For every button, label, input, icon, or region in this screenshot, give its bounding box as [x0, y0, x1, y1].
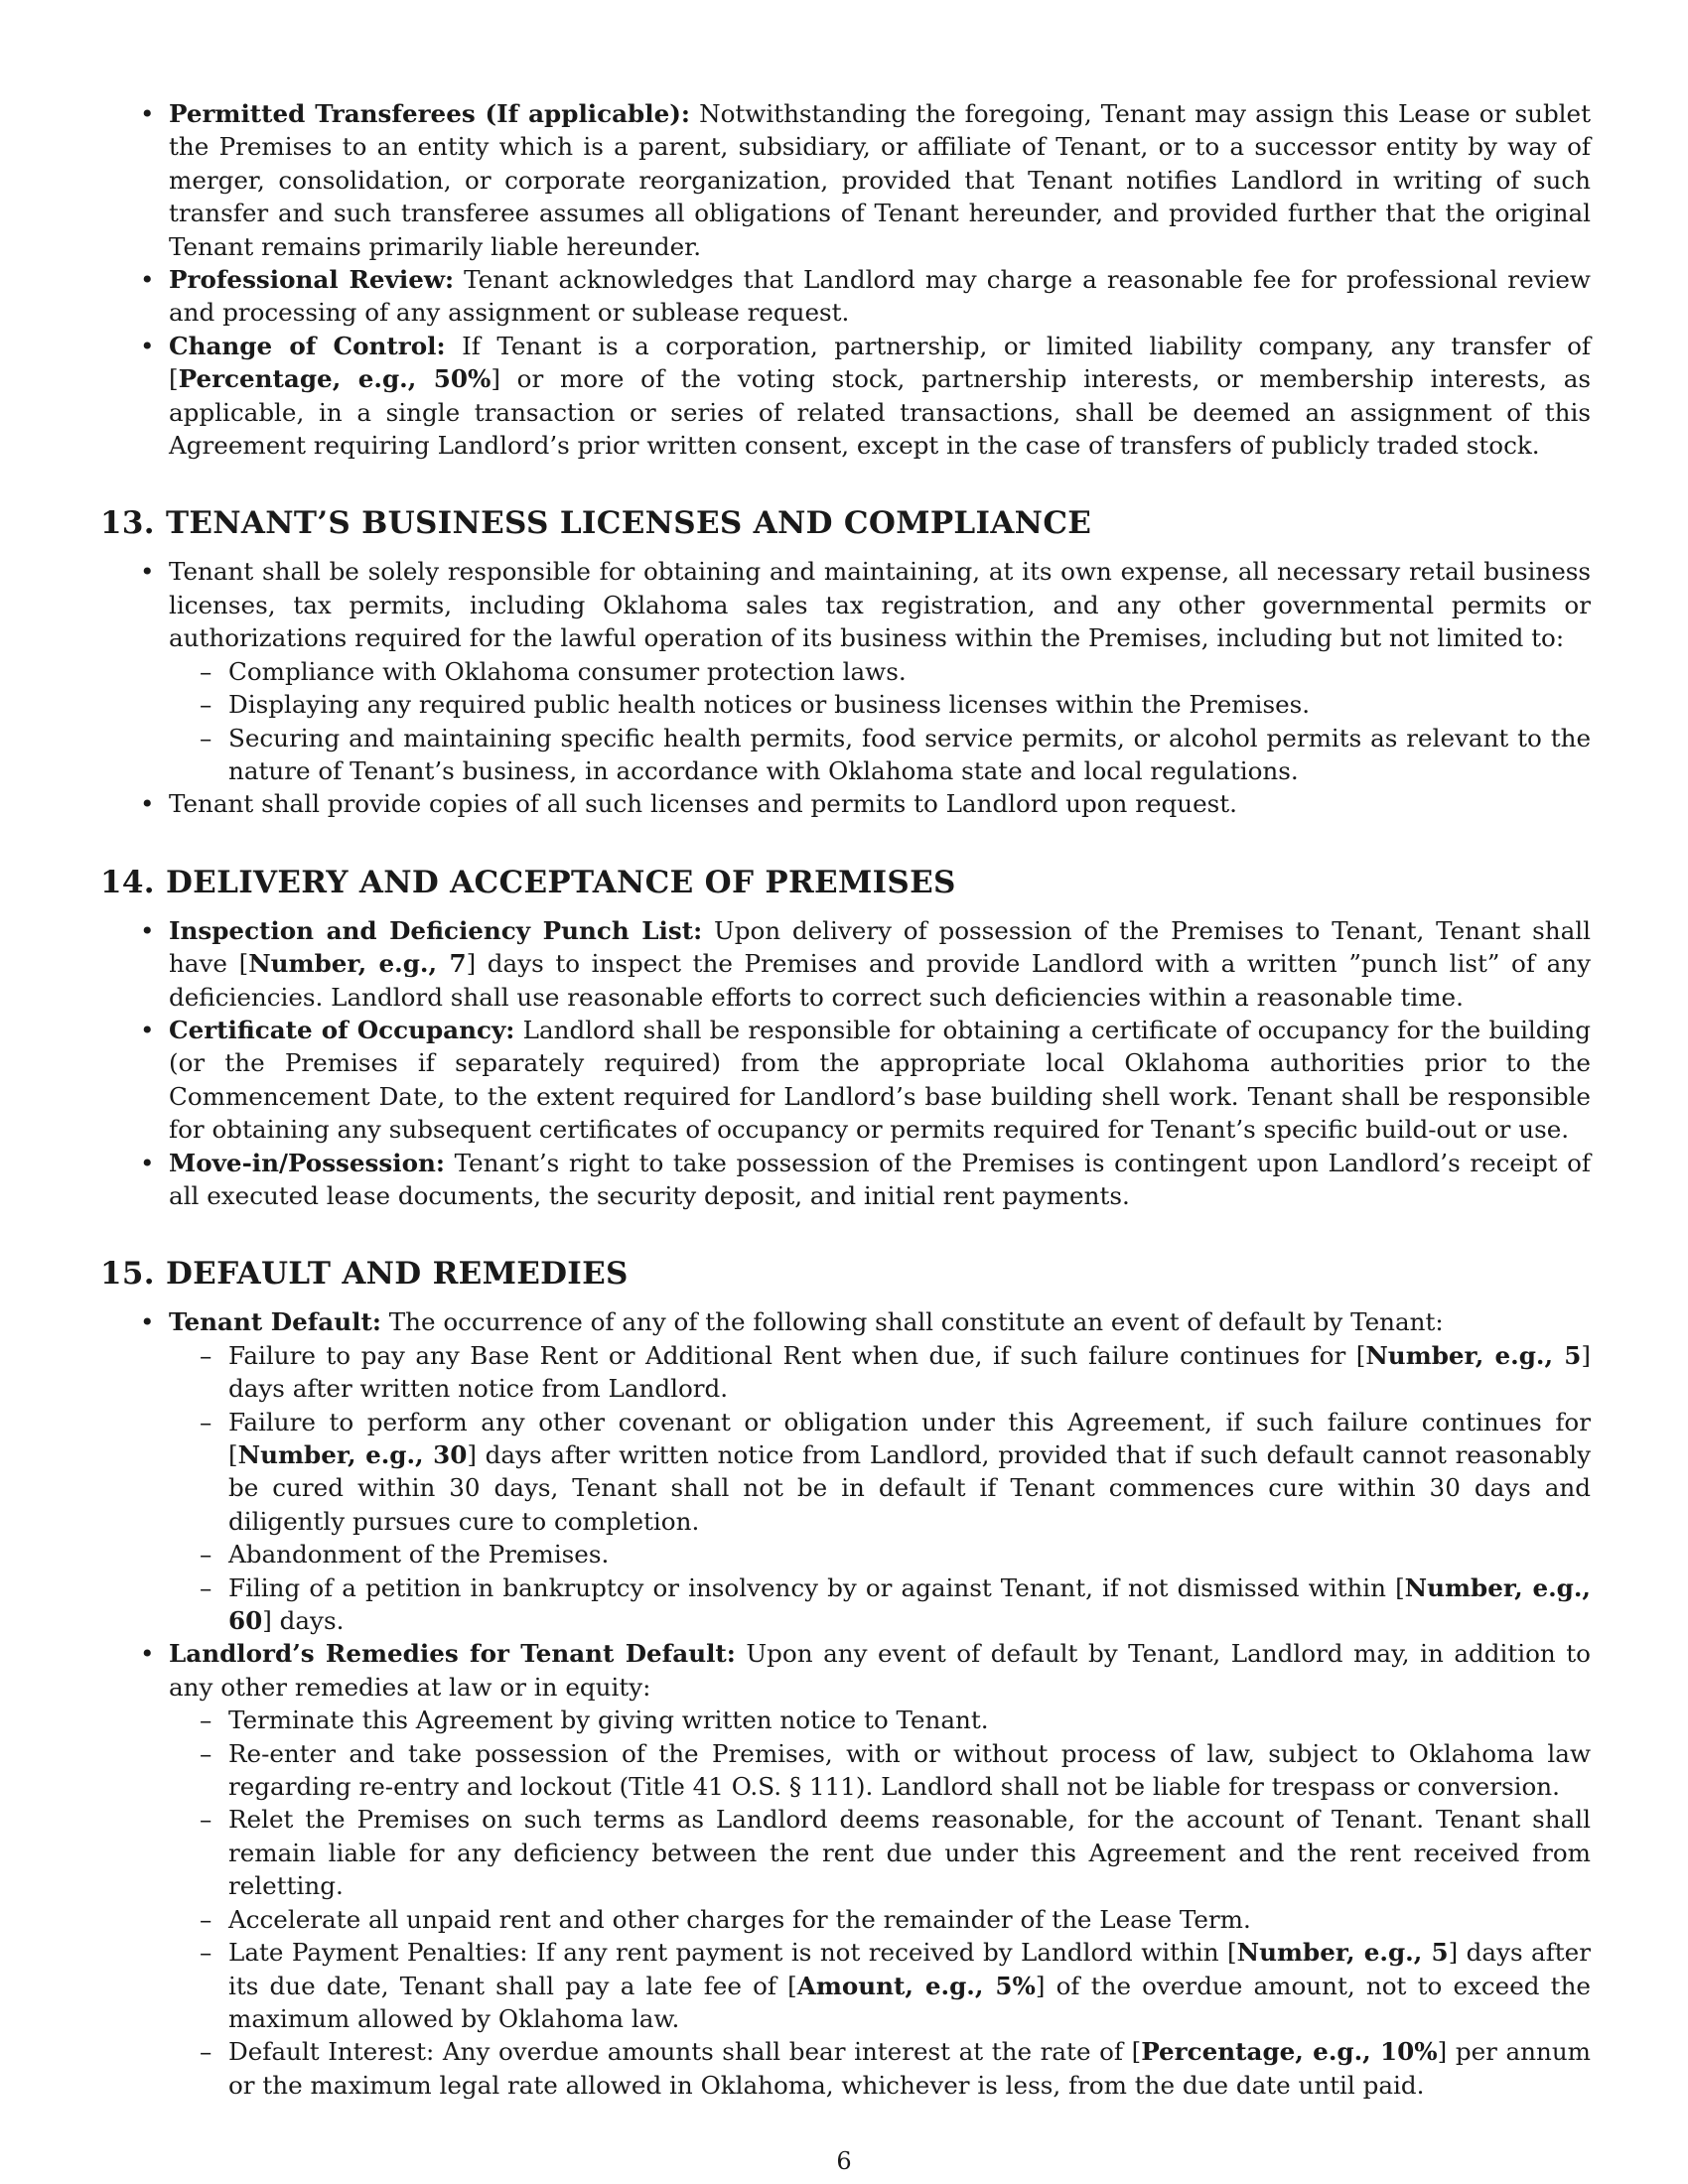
sub-item: – Re-enter and take possession of the Premises, with or without process of law, subject to Oklahoma law regarding re-entry and lockout (Title 41 O.S. § 111). Landlord shall not be liable for trespass or conversion.	[228, 1737, 1591, 1804]
sub-item	[228, 1936, 1591, 2035]
item-label: Move-in/Possession:	[169, 1148, 445, 1177]
item-text: Tenant acknowledges that Landlord may charge a reasonable fee for professional review and processing of any assignment or sublease request.	[169, 265, 1591, 328]
list-item	[169, 555, 1591, 787]
section-title: TENANT’S BUSINESS LICENSES AND COMPLIANCE	[166, 505, 1092, 542]
sub-item: – Displaying any required public health notices or business licenses within the Premises.	[228, 688, 1591, 721]
section-number: 14.	[100, 864, 155, 900]
section-number: 13.	[100, 505, 155, 542]
sub-item-text: Filing of a petition in bankruptcy or insolvency by or against Tenant, if not dismissed within [	[228, 1572, 1405, 1602]
placeholder-field: Number, e.g., 30	[237, 1440, 468, 1469]
sub-item	[228, 1406, 1591, 1539]
sub-item: – Abandonment of the Premises.	[228, 1538, 1591, 1570]
sub-item-text: Failure to perform any other covenant or obligation under this Agreement, if such failure continues for [	[228, 1407, 1591, 1469]
placeholder-field: Percentage, e.g., 50%	[178, 364, 492, 394]
sub-item: – Compliance with Oklahoma consumer protection laws.	[228, 655, 1591, 688]
sub-item-text: Default Interest: Any overdue amounts shall bear interest at the rate of [	[228, 2037, 1142, 2067]
sub-list	[169, 655, 1591, 788]
item-text: The occurrence of any of the following shall constitute an event of default by Tenant:	[388, 1307, 1444, 1337]
list-item	[169, 1305, 1591, 1637]
document-page	[100, 97, 1592, 2102]
list-item: • Tenant shall provide copies of all such licenses and permits to Landlord upon request.	[169, 787, 1591, 820]
list-item	[169, 1147, 1591, 1213]
section-13-list	[169, 555, 1591, 820]
placeholder-field: Amount, e.g., 5%	[796, 1971, 1036, 2000]
item-label: Professional Review:	[169, 265, 455, 295]
sub-item-text: ] per annum or the maximum legal rate allowed in Oklahoma, whichever is less, from the due date until paid.	[228, 2037, 1591, 2100]
item-label: Change of Control:	[169, 331, 446, 360]
sub-item-text: ] days.	[262, 1606, 345, 1636]
section-heading	[100, 503, 1591, 543]
sub-item	[228, 1339, 1591, 1406]
item-label: Certificate of Occupancy:	[169, 1015, 515, 1044]
sub-item-text: ] days after written notice from Landlord, provided that if such default cannot reasonably be cured within 30 days, Tenant shall not be in default if Tenant commences cure within 30 days and diligently pursues cure to completion.	[228, 1440, 1591, 1536]
item-text: Landlord shall be responsible for obtaining a certificate of occupancy for the building (or the Premises if separately required) from the appropriate local Oklahoma authorities prior to the Commencement Date, to the extent required for Landlord’s base building shell work. Tenant shall be responsible for obtaining any subsequent certificates of occupancy or permits required for Tenant’s specific build-out or use.	[169, 1015, 1591, 1145]
sub-item: – Securing and maintaining specific health permits, food service permits, or alcohol permits as relevant to the nature of Tenant’s business, in accordance with Oklahoma state and local regulations.	[228, 722, 1591, 788]
placeholder-field: Percentage, e.g., 10%	[1141, 2037, 1438, 2067]
sub-item	[228, 1571, 1591, 1638]
sub-list	[169, 1704, 1591, 2102]
sub-item-text: ] days after written notice from Landlord.	[228, 1340, 1591, 1404]
item-label: Landlord’s Remedies for Tenant Default:	[169, 1639, 736, 1669]
page-number: 6	[836, 2147, 852, 2175]
list-item	[169, 330, 1591, 463]
placeholder-field: Number, e.g., 60	[228, 1572, 1591, 1636]
placeholder-field: Number, e.g., 5	[1365, 1340, 1582, 1370]
item-text: ] or more of the voting stock, partnership interests, or membership interests, as applicable, in a single transaction or series of related transactions, shall be deemed an assignment of this Agreement requiring Landlord’s prior written consent, except in the case of transfers of publicly traded stock.	[169, 364, 1591, 461]
section-title: DELIVERY AND ACCEPTANCE OF PREMISES	[166, 864, 956, 900]
placeholder-field: Number, e.g., 7	[248, 949, 467, 979]
list-item	[169, 1637, 1591, 2102]
item-text: Upon delivery of possession of the Premises to Tenant, Tenant shall have [	[169, 915, 1592, 979]
item-text: If Tenant is a corporation, partnership, or limited liability company, any transfer of [	[169, 331, 1591, 394]
sub-item	[228, 2035, 1591, 2102]
item-text: Tenant’s right to take possession of the Premises is contingent upon Landlord’s receipt of all executed lease documents, the security deposit, and initial rent payments.	[169, 1148, 1591, 1210]
sub-item-text: ] of the overdue amount, not to exceed the maximum allowed by Oklahoma law.	[228, 1971, 1591, 2033]
section-title: DEFAULT AND REMEDIES	[166, 1256, 629, 1293]
section-15-list	[169, 1305, 1591, 2102]
list-item	[169, 263, 1591, 330]
section-number: 15.	[100, 1256, 155, 1293]
item-text: Notwithstanding the foregoing, Tenant may assign this Lease or sublet the Premises to an entity which is a parent, subsidiary, or affiliate of Tenant, or to a successor entity by way of merger, consolidation, or corporate reorganization, provided that Tenant notifies Landlord in writing of such transfer and such transferee assumes all obligations of Tenant hereunder, and provided further that the original Tenant remains primarily liable hereunder.	[169, 99, 1591, 261]
section-14-list	[169, 914, 1591, 1213]
sub-item: – Accelerate all unpaid rent and other charges for the remainder of the Lease Term.	[228, 1903, 1591, 1936]
sub-item: – Terminate this Agreement by giving written notice to Tenant.	[228, 1704, 1591, 1736]
item-label: Permitted Transferees (If applicable):	[169, 99, 690, 128]
list-item	[169, 914, 1591, 1014]
item-label: Inspection and Deficiency Punch List:	[169, 915, 703, 945]
sub-item-text: Failure to pay any Base Rent or Additional Rent when due, if such failure continues for [	[228, 1340, 1366, 1370]
sub-item: – Relet the Premises on such terms as Landlord deems reasonable, for the account of Tenant. Tenant shall remain liable for any deficiency between the rent due under this Agreement and the rent received from reletting.	[228, 1803, 1591, 1902]
item-label: Tenant Default:	[169, 1307, 381, 1337]
item-text: ] days to inspect the Premises and provide Landlord with a written ”punch list” of any deficiencies. Landlord shall use reasonable efforts to correct such deficiencies within a reasonable time.	[169, 949, 1591, 1012]
list-item	[169, 1014, 1591, 1147]
sub-item-text: ] days after its due date, Tenant shall pay a late fee of [	[228, 1938, 1591, 2000]
section-12-list	[169, 97, 1591, 462]
item-text: Upon any event of default by Tenant, Landlord may, in addition to any other remedies at law or in equity:	[169, 1639, 1591, 1702]
section-heading	[100, 863, 1591, 902]
sub-item-text: Late Payment Penalties: If any rent payment is not received by Landlord within [	[228, 1938, 1237, 1968]
placeholder-field: Number, e.g., 5	[1236, 1938, 1449, 1968]
sub-list	[169, 1339, 1591, 1638]
item-text: Tenant shall be solely responsible for obtaining and maintaining, at its own expense, all necessary retail business licenses, tax permits, including Oklahoma sales tax registration, and any other governmental permits or authorizations required for the lawful operation of its business within the Premises, including but not limited to:	[169, 557, 1591, 653]
list-item	[169, 97, 1591, 263]
section-heading	[100, 1254, 1591, 1294]
